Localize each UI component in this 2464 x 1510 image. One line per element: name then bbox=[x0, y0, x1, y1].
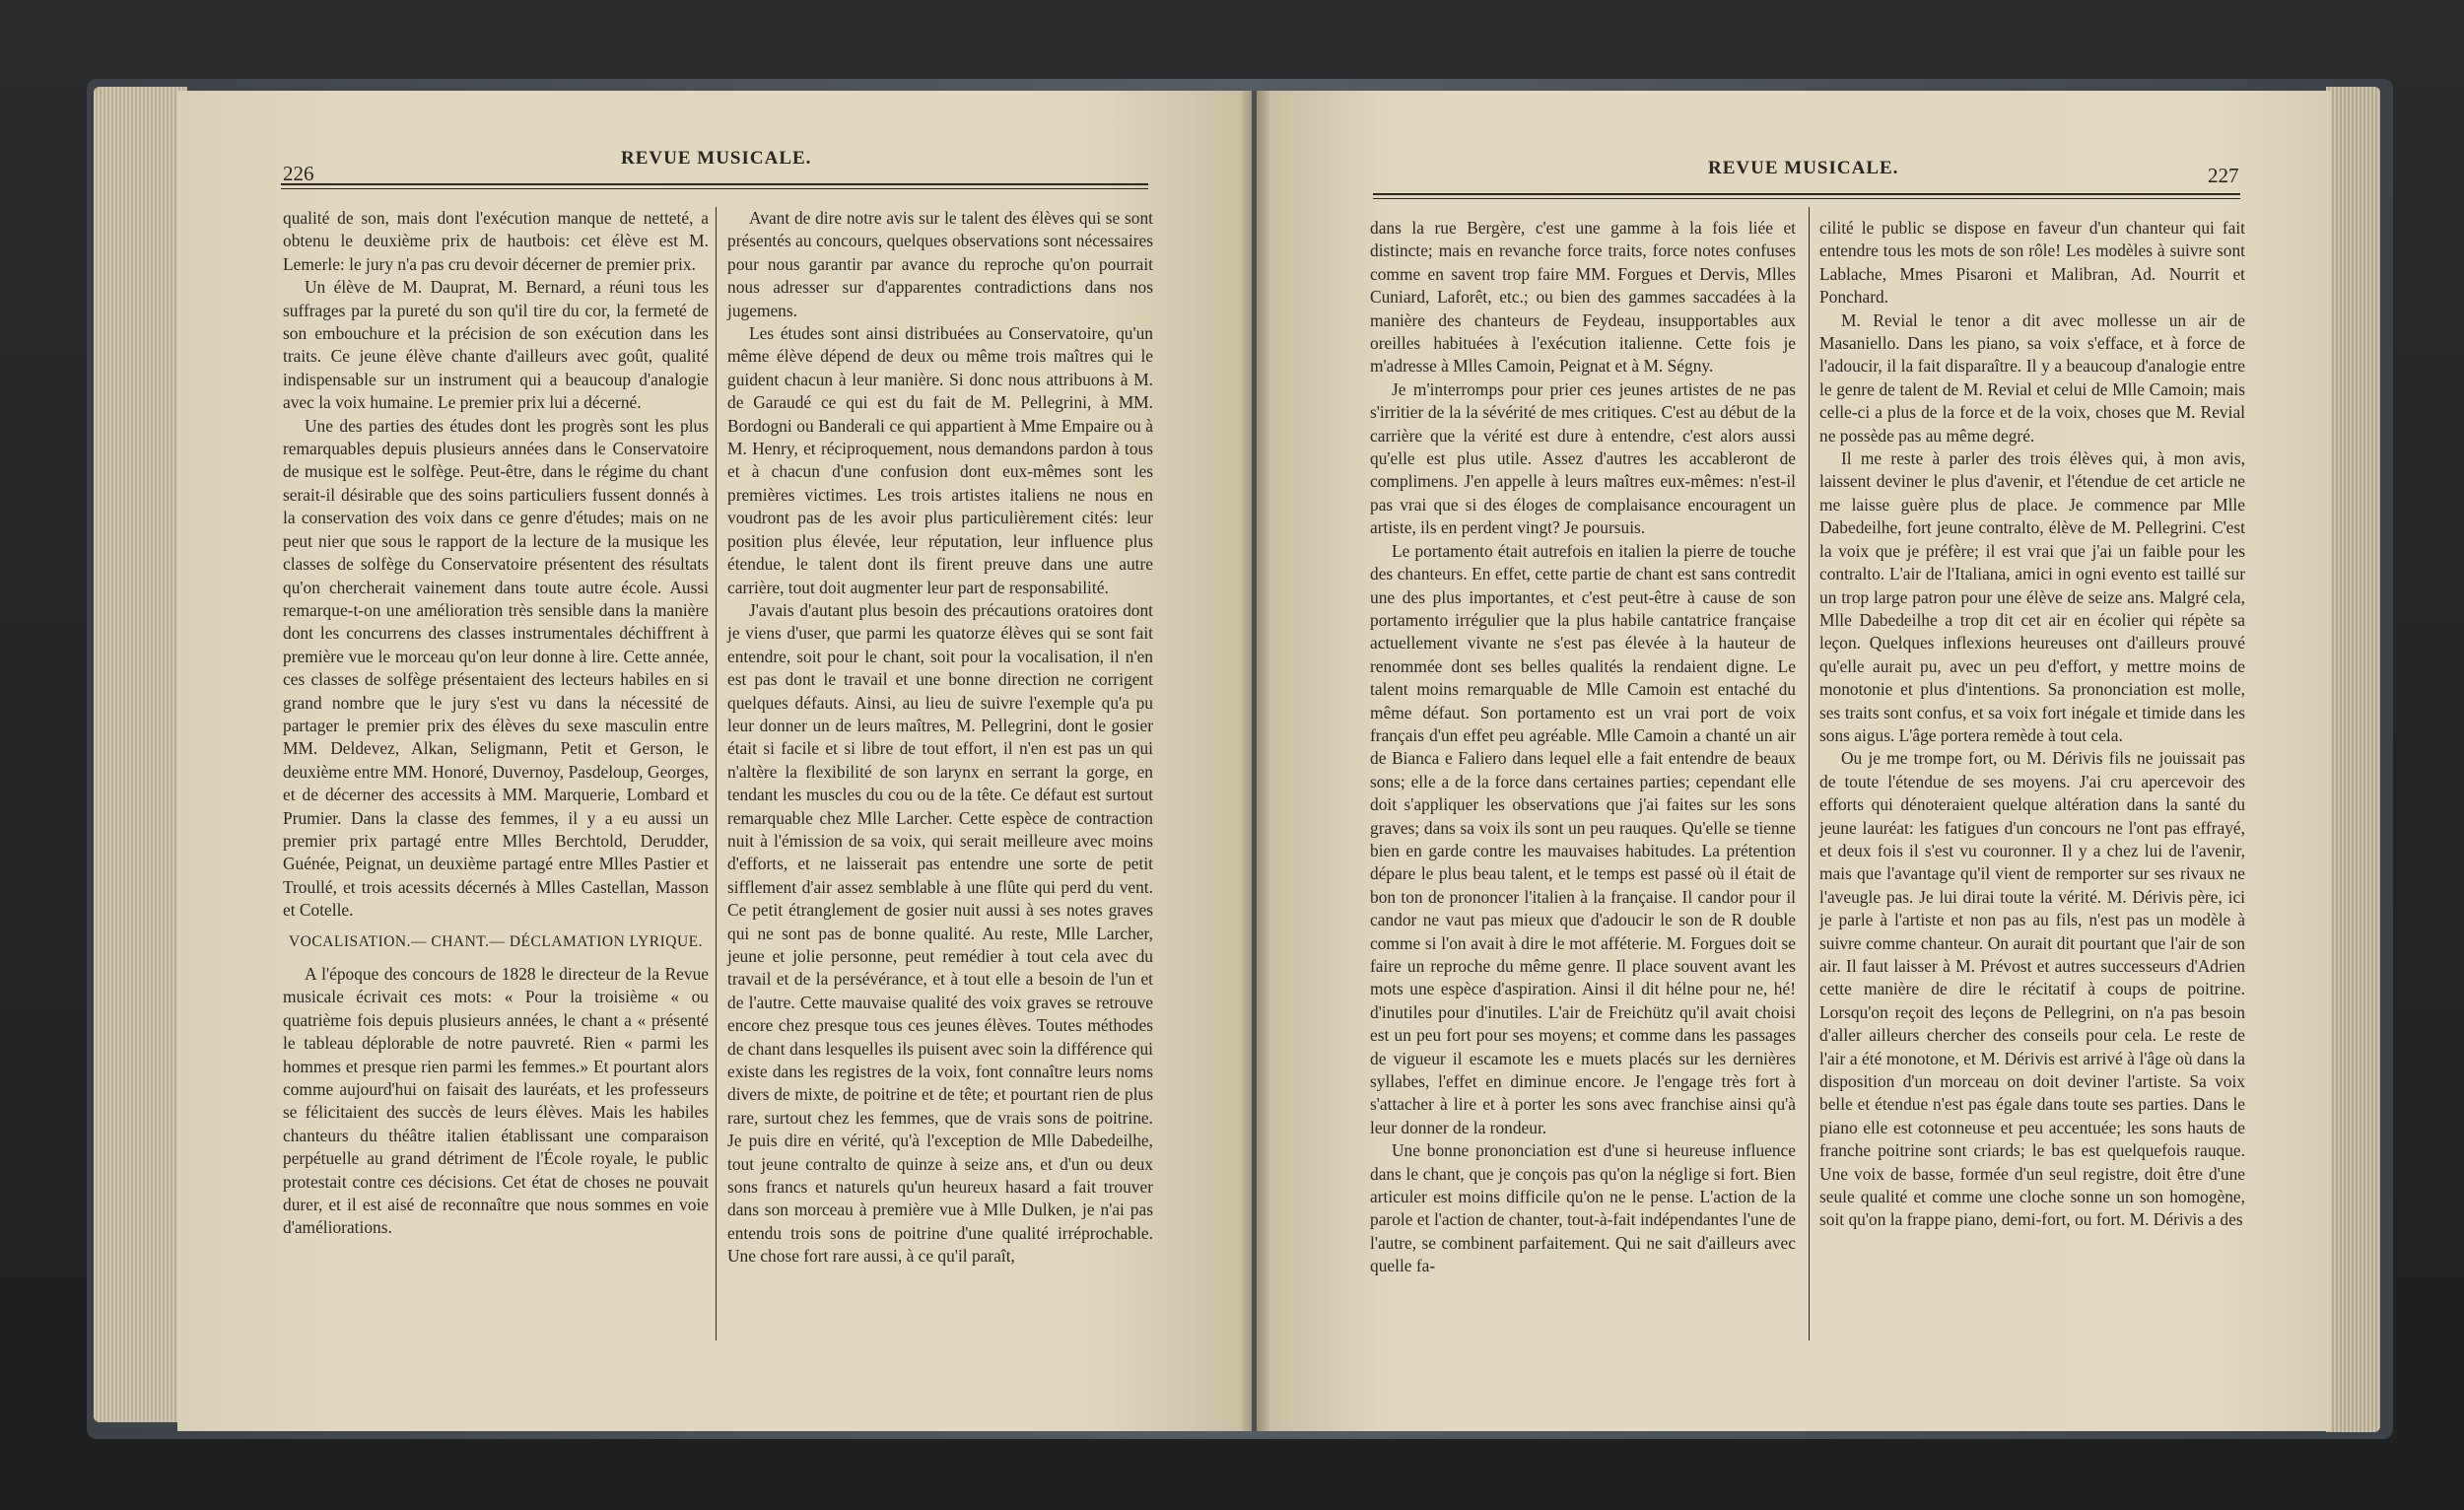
left-page-edges bbox=[94, 87, 187, 1422]
right-header-rule bbox=[1373, 193, 2240, 195]
paragraph: Une bonne prononciation est d'une si heureuse influence dans le chant, que je conçois pas qu'on la néglige si fort. Bien articuler est moins difficile qu'on ne le pense. L'action de la parole et l'action de chanter, tout-à-fait indépendantes l'une de l'autre, se combinent parfaitement. Qui ne sait d'ailleurs avec quelle fa- bbox=[1370, 1140, 1796, 1276]
right-page-column-2 bbox=[1819, 217, 2245, 1232]
paragraph: Il me reste à parler des trois élèves qui, à mon avis, laissent deviner le plus d'avenir, et l'étendue de cet article ne me laisse guère plus de place. Je commence par Mlle Dabedeilhe, fort jeune contralto, élève de M. Pellegrini. C'est la voix que je préfère; il est vrai que j'ai un faible pour les contralto. L'air de l'Italiana, amici in ogni evento est taillé sur un trop large patron pour une élève de seize ans. Malgré cela, Mlle Dabedeilhe a trop dit cet air en écolier qui répète sa leçon. Quelques inflexions heureuses ont d'ailleurs prouvé qu'elle aurait pu, avec un peu d'effort, y mettre moins de monotonie et plus d'intentions. Sa prononciation est molle, ses traits sont confus, et sa voix fort inégale et timide dans les sons aigus. L'âge portera remède à tout cela. bbox=[1819, 448, 2245, 745]
paragraph: Ou je me trompe fort, ou M. Dérivis fils ne jouissait pas de toute l'étendue de ses moyens. J'ai cru apercevoir des efforts qui dénoteraient quelque altération dans la santé du jeune lauréat: les fatigues d'un concours ne l'ont pas effrayé, et deux fois il s'est vu couronner. Il y a chez lui de l'avenir, mais que l'avantage qu'il vient de remporter sur ses rivaux ne l'aveugle pas. Je lui dirai toute la vérité. M. Dérivis père, ici je parle à l'artiste et non pas au fils, n'est pas un modèle à suivre comme chanteur. On aurait dit pourtant que l'air de son air. Il faut laisser à M. Prévost et autres successeurs d'Adrien cette manière de dire le récitatif à coups de poitrine. Lorsqu'on reçoit des leçons de Pellegrini, on n'a pas besoin d'aller ailleurs chercher des conseils pour cela. Le reste de l'air a été monotone, et M. Dérivis est arrivé à l'âge où dans la disposition d'un morceau on doit deviner l'artiste. Sa voix belle et étendue n'est pas égale dans toute ses parties. Dans le piano elle est cotonneuse et peu accentuée; les sons hauts de franche poitrine sont criards; le bas est quelquefois rauque. Une voix de basse, formée d'un seul registre, doit être d'une seule qualité et comme une cloche sonne un son homogène, soit qu'on la frappe piano, demi-fort, ou fort. M. Dérivis a des bbox=[1819, 748, 2245, 1230]
left-page-column-1 bbox=[283, 207, 709, 1240]
right-page-edges bbox=[2326, 87, 2380, 1432]
paragraph: A l'époque des concours de 1828 le directeur de la Revue musicale écrivait ces mots: « Pour la troisième « ou quatrième fois depuis plusieurs années, le chant a « présenté le tableau déplorable de notre pauvreté. Rien « parmi les hommes et presque rien parmi les femmes.» Et pourtant alors comme aujourd'hui on faisait des lauréats, et les professeurs se félicitaient des succès de leurs élèves. Mais les habiles chanteurs du théâtre italien établissant une comparaison perpétuelle au grand détriment de l'École royale, le public protestait contre ces décisions. Cet état de choses ne pouvait durer, et il est aisé de reconnaître que nous sommes en voie d'améliorations. bbox=[283, 964, 709, 1238]
right-page-column-1 bbox=[1370, 217, 1796, 1278]
paragraph: M. Revial le tenor a dit avec mollesse un air de Masaniello. Dans les piano, sa voix s'efface, et à force de l'adoucir, il la fait disparaître. Il y a beaucoup d'analogie entre le genre de talent de M. Revial et celui de Mlle Camoin; mais celle-ci a plus de la force et de la voix, choses que M. Revial ne possède pas au même degré. bbox=[1819, 309, 2245, 446]
paragraph: Avant de dire notre avis sur le talent des élèves qui se sont présentés au concours, quelques observations sont nécessaires pour nous garantir par avance du reproche qu'on pourrait nous adresser sur d'apparentes contradictions dans nos jugemens. bbox=[727, 208, 1153, 320]
paragraph: Les études sont ainsi distribuées au Conservatoire, qu'un même élève dépend de deux ou même trois maîtres qui le guident chacun à leur manière. Si donc nous attribuons à M. de Garaudé ce qui est du fait de M. Pellegrini, à MM. Bordogni ou Banderali ce qui appartient à Mme Empaire ou à M. Henry, et réciproquement, nous demandons pardon à tous et à chacun d'une confusion dont eux-mêmes sont les premières victimes. Les trois artistes italiens ne nous en voudront pas de les avoir plus particulièrement cités: leur position plus élevée, leur réputation, leur influence plus étendue, le talent dont ils firent preuve dans une autre carrière, tout doit augmenter leur part de responsabilité. bbox=[727, 323, 1153, 597]
left-header-rule-thin bbox=[281, 188, 1148, 189]
book-gutter bbox=[1242, 91, 1269, 1431]
right-running-head: REVUE MUSICALE. bbox=[1708, 158, 1899, 178]
paragraph: Une des parties des études dont les progrès sont les plus remarquables depuis plusieurs années dans le Conservatoire de musique est le solfège. Peut-être, dans le régime du chant serait-il désirable que des soins particuliers fussent donnés à la conservation des voix dans ce genre d'études; mais on ne peut nier que sous le rapport de la lecture de la musique les classes de solfège du Conservatoire présentent des résultats qu'on chercherait vainement dans toute autre école. Aussi remarque-t-on une amélioration très sensible dans la manière dont les concurrens des classes instrumentales déchiffrent à première vue le morceau qu'on leur donne à lire. Cette année, ces classes de solfège présentaient des lecteurs habiles en si grand nombre que le jury s'est vu dans la nécessité de partager le premier prix des élèves du sexe masculin entre MM. Deldevez, Alkan, Seligmann, Petit et Gerson, le deuxième entre MM. Honoré, Duvernoy, Pasdeloup, Georges, et de décerner des accessits à MM. Marquerie, Lombard et Prumier. Dans la classe des femmes, il y a eu aussi un premier prix partagé entre Mlles Berchtold, Derudder, Guénée, Peignat, un deuxième partagé entre Mlles Pastier et Troullé, et trois acessits décernés à Mlles Castellan, Masson et Cotelle. bbox=[283, 415, 709, 921]
paragraph: dans la rue Bergère, c'est une gamme à la fois liée et distincte; mais en revanche force traits, force notes confuses comme en savent trop faire MM. Forgues et Dervis, Mlles Cuniard, Laforêt, etc.; ou bien des gammes saccadées à la manière des chanteurs de Feydeau, insupportables aux oreilles habituées à l'exécution italienne. Cette fois je m'adresse à Mlles Camoin, Peignat et à M. Ségny. bbox=[1370, 218, 1796, 377]
left-page-column-2 bbox=[727, 207, 1153, 1269]
left-column-separator bbox=[716, 207, 717, 1340]
left-running-head: REVUE MUSICALE. bbox=[621, 148, 812, 169]
paragraph: cilité le public se dispose en faveur d'un chanteur qui fait entendre tous les mots de son rôle! Les modèles à suivre sont Lablache, Mmes Pisaroni et Malibran, Ad. Nourrit et Ponchard. bbox=[1819, 218, 2245, 308]
right-page-number: 227 bbox=[2208, 164, 2239, 187]
right-column-separator bbox=[1809, 207, 1810, 1340]
paragraph: Je m'interromps pour prier ces jeunes artistes de ne pas s'irritier de la la sévérité de mes critiques. C'est au début de la carrière que la vérité est dure à entendre, c'est alors aussi qu'elle est plus utile. Assez d'autres les accableront de complimens. J'en appelle à leurs maîtres eux-mêmes: n'est-il pas vrai que si des éloges de complaisance encouragent un artiste, ils en perdent vingt? Je poursuis. bbox=[1370, 378, 1796, 538]
right-header-rule-thin bbox=[1373, 198, 2240, 199]
paragraph: J'avais d'autant plus besoin des précautions oratoires dont je viens d'user, que parmi les quatorze élèves qui se sont fait entendre, soit pour le chant, soit pour la vocalisation, il n'en est pas dont le travail et une bonne direction ne corrigent quelques défauts. Ainsi, au lieu de suivre l'exemple qu'a pu leur donner un de leurs maîtres, M. Pellegrini, dont le gosier était si facile et si libre de tout effort, il n'en est pas un qui n'altère la flexibilité de son larynx en serrant la gorge, en tendant les muscles du cou ou de la tête. Ce défaut est surtout remarquable chez Mlle Larcher. Cette espèce de contraction nuit à l'émission de sa voix, qui serait meilleure avec moins d'efforts, et ne laisserait pas entendre une sorte de petit sifflement d'air assez semblable à une flûte qui perd du vent. Ce petit étranglement de gosier nuit aussi à ses notes graves qui ne sont pas de bonne qualité. Au reste, Mlle Larcher, jeune et jolie personne, peut remédier à tout cela avec du travail et de la persévérance, et à tout elle a besoin de l'un et de l'autre. Cette mauvaise qualité des voix graves se retrouve encore chez presque tous ces jeunes élèves. Toutes méthodes de chant dans lesquelles ils puisent avec soin la différence qui existe dans les registres de la voix, font connaître leurs noms divers de mixte, de poitrine et de tête; et pourtant rien de plus rare, surtout chez les femmes, que de vrais sons de poitrine. Je puis dire en vérité, qu'à l'exception de Mlle Dabedeilhe, tout jeune contralto de quinze à seize ans, et d'un ou deux sons francs et naturels qu'un heureux hasard a fait trouver dans son morceau à première vue à Mlle Dulken, je n'ai pas entendu trois sons de poitrine d'une qualité irréprochable. Une chose fort rare aussi, à ce qu'il paraît, bbox=[727, 599, 1153, 1267]
left-page-number: 226 bbox=[283, 162, 314, 185]
paragraph: qualité de son, mais dont l'exécution manque de netteté, a obtenu le deuxième prix de hautbois: cet élève est M. Lemerle: le jury n'a pas cru devoir décerner de premier prix. bbox=[283, 208, 709, 274]
left-header-rule bbox=[281, 183, 1148, 185]
paragraph: Le portamento était autrefois en italien la pierre de touche des chanteurs. En effet, cette partie de chant est sans contredit une des plus importantes, et c'est peut-être à cause de son portamento irrégulier que la plus habile cantatrice française actuellement vivante ne s'est pas élevée à la hauteur de renommée dont ses belles qualités la rendaient digne. Le talent moins remarquable de Mlle Camoin est entaché du même défaut. Son portamento est un vrai port de voix français d'un effet peu agréable. Mlle Camoin a chanté un air de Bianca e Faliero dans lequel elle a fait entendre de beaux sons; elle a de la force dans certaines parties; cependant elle doit s'appliquer les observations que j'ai faites sur les sons graves; dans sa voix ils sont un peu rauques. Qu'elle se tienne bien en garde contre les mauvaises habitudes. La prétention dépare le plus beau talent, et le temps est passé où il était de bon ton de prononcer l'italien à la française. Il candor pour il candor ne vaut pas mieux que d'adoucir le son de R double comme si l'on avait à dire le mot afféterie. M. Forgues doit se faire un reproche du même genre. Il place souvent avant les mots une espèce d'aspiration. Ainsi il dit hélne pour ne, hé! d'inutiles pour d'inutiles. L'air de Freichütz qu'il avait choisi est un peu fort pour ses moyens; et comme dans les passages de vigueur il escamote les e muets placés sur les dernières syllabes, l'effet en diminue encore. Je l'engage très fort à s'attacher à lire et à porter les sons avec franchise ainsi qu'à leur donner de la rondeur. bbox=[1370, 540, 1796, 1137]
section-heading: VOCALISATION.— CHANT.— DÉCLAMATION LYRIQUE. bbox=[288, 932, 704, 950]
paragraph: Un élève de M. Dauprat, M. Bernard, a réuni tous les suffrages par la pureté du son qu'il tire du cor, la fermeté de son embouchure et la précision de son exécution dans les traits. Ce jeune élève chante d'ailleurs avec goût, qualité indispensable sur un instrument qui a beaucoup d'analogie avec la voix humaine. Le premier prix lui a décerné. bbox=[283, 277, 709, 413]
